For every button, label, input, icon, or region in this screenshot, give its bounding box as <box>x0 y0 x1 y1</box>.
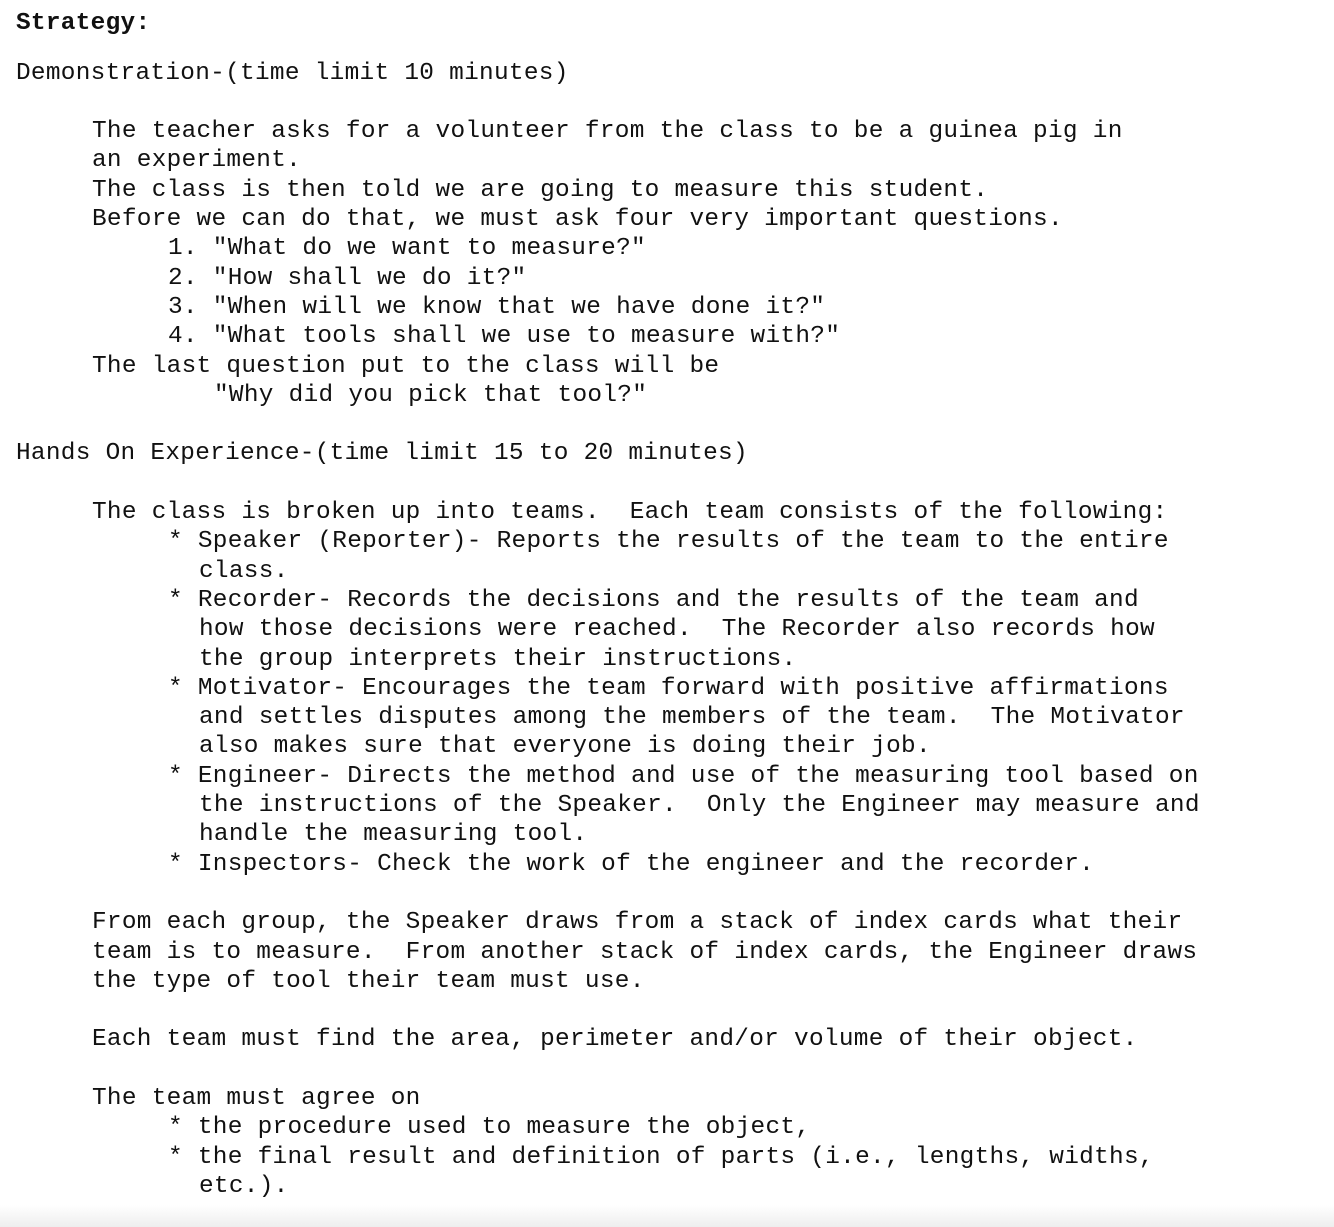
paragraph-line: The last question put to the class will be <box>92 352 720 380</box>
role-item-continuation: the group interprets their instructions. <box>199 645 797 673</box>
hands-on-title: Hands On Experience-(time limit 15 to 20 minutes) <box>16 440 748 468</box>
paragraph-line: Before we can do that, we must ask four very important questions. <box>92 206 1063 234</box>
agreement-item: * the procedure used to measure the object, <box>168 1114 811 1142</box>
question-item: 2. "How shall we do it?" <box>168 264 527 292</box>
role-item-speaker: * Speaker (Reporter)- Reports the results of the team to the entire <box>168 528 1169 556</box>
role-item-continuation: and settles disputes among the members of the team. The Motivator <box>199 704 1185 732</box>
spacer <box>16 410 1334 439</box>
agreement-item-continuation: etc.). <box>199 1172 289 1200</box>
role-item-engineer: * Engineer- Directs the method and use of the measuring tool based on <box>168 762 1199 790</box>
spacer <box>16 879 1334 908</box>
paragraph-line: an experiment. <box>92 147 302 175</box>
role-item-continuation: the instructions of the Speaker. Only the Engineer may measure and <box>199 792 1200 820</box>
role-item-continuation: class. <box>199 557 289 585</box>
paragraph-line: From each group, the Speaker draws from a stack of index cards what their <box>92 909 1183 937</box>
question-item: 4. "What tools shall we use to measure with?" <box>168 323 841 351</box>
role-item-continuation: how those decisions were reached. The Recorder also records how <box>199 616 1155 644</box>
section-heading: Strategy: <box>16 10 151 37</box>
page-bottom-shadow <box>0 1205 1334 1227</box>
paragraph-line: Each team must find the area, perimeter and/or volume of their object. <box>92 1026 1138 1054</box>
spacer <box>16 996 1334 1025</box>
spacer <box>16 29 1334 58</box>
role-item-motivator: * Motivator- Encourages the team forward with positive affirmations <box>168 674 1169 702</box>
question-item: 3. "When will we know that we have done it?" <box>168 293 826 321</box>
role-item-continuation: handle the measuring tool. <box>199 821 588 849</box>
paragraph-line: The teacher asks for a volunteer from the class to be a guinea pig in <box>92 118 1123 146</box>
spacer <box>16 469 1334 498</box>
spacer <box>16 88 1334 117</box>
paragraph-line: team is to measure. From another stack of index cards, the Engineer draws <box>92 938 1198 966</box>
document-body <box>16 0 1334 1201</box>
paragraph-line: the type of tool their team must use. <box>92 967 645 995</box>
role-item-continuation: also makes sure that everyone is doing their job. <box>199 733 931 761</box>
agreement-item: * the final result and definition of parts (i.e., lengths, widths, <box>168 1143 1154 1171</box>
role-item-inspectors: * Inspectors- Check the work of the engineer and the recorder. <box>168 850 1095 878</box>
quoted-question: "Why did you pick that tool?" <box>214 381 648 409</box>
question-item: 1. "What do we want to measure?" <box>168 235 646 263</box>
demonstration-title: Demonstration-(time limit 10 minutes) <box>16 59 569 87</box>
paragraph-line: The class is broken up into teams. Each team consists of the following: <box>92 499 1168 527</box>
paragraph-line: The class is then told we are going to measure this student. <box>92 176 989 204</box>
spacer <box>16 1055 1334 1084</box>
role-item-recorder: * Recorder- Records the decisions and the results of the team and <box>168 586 1139 614</box>
paragraph-line: The team must agree on <box>92 1084 421 1112</box>
